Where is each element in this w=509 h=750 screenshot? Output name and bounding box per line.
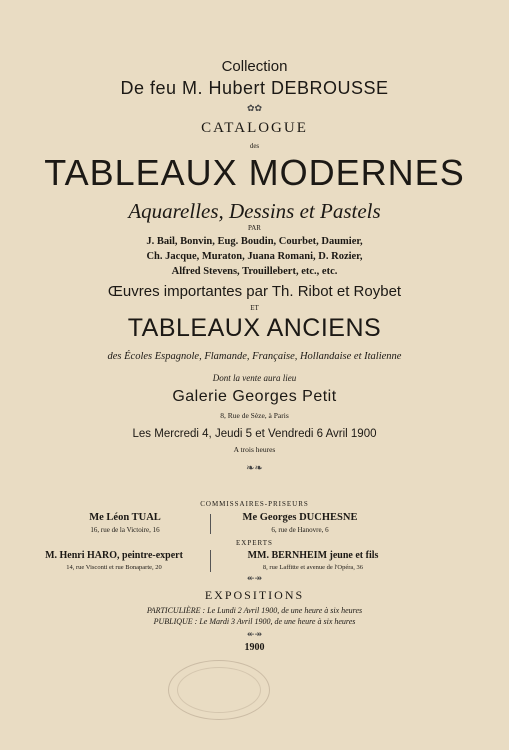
ornament-expositions: ↞↠ [246,573,263,583]
owner-name: De feu M. Hubert DEBROUSSE [120,78,389,98]
commissaires-label: COMMISSAIRES-PRISEURS [200,500,309,508]
official-duchesne-address: 6, rue de Hanovre, 6 [271,526,329,534]
expert-haro-name: M. Henri HARO, peintre-expert [45,550,183,561]
gallery-name: Galerie Georges Petit [172,388,337,405]
official-tual-address: 16, rue de la Victoire, 16 [90,526,160,534]
artists-line-2: Ch. Jacque, Muraton, Juana Romani, D. Rozier, [146,251,363,262]
collection-label: Collection [221,58,288,75]
year: 1900 [244,642,265,653]
exposition-publique: PUBLIQUE : Le Mardi 3 Avril 1900, de une heure à six heures [153,617,356,626]
ornament-top: ✿✿ [246,103,263,113]
official-tual-name: Me Léon TUAL [89,512,161,523]
expert-haro-address: 14, rue Visconti et rue Bonaparte, 20 [66,564,162,571]
oeuvres-line: Œuvres importantes par Th. Ribot et Roybet [107,283,402,300]
divider-line-1 [210,514,211,534]
expert-bernheim-address: 8, rue Laffitte et avenue de l'Opéra, 36 [262,564,364,571]
artists-line-3: Alfred Stevens, Trouillebert, etc., etc. [171,266,338,277]
library-stamp [168,660,270,720]
des-word: des [249,142,260,150]
et-word: ET [250,304,259,312]
second-title: TABLEAUX ANCIENS [127,314,382,342]
main-title: TABLEAUX MODERNES [44,152,465,193]
expositions-title: EXPOSITIONS [204,588,305,602]
sale-time: A trois heures [233,445,276,454]
subtitle: Aquarelles, Dessins et Pastels [128,199,381,223]
catalogue-word: CATALOGUE [201,120,308,136]
par-word: PAR [248,224,261,232]
sale-dates: Les Mercredi 4, Jeudi 5 et Vendredi 6 Avril 1900 [132,428,377,440]
exposition-particuliere: PARTICULIÈRE : Le Lundi 2 Avril 1900, de une heure à six heures [146,606,363,615]
expert-bernheim-name: MM. BERNHEIM jeune et fils [247,550,379,561]
gallery-address: 8, Rue de Sèze, à Paris [220,411,289,420]
ornament-bottom: ↞↠ [246,629,263,639]
ornament-middle: ❧❧ [246,463,263,474]
experts-label: EXPERTS [236,539,273,547]
schools-line: des Écoles Espagnole, Flamande, Française, Hollandaise et Italienne [107,351,402,362]
official-duchesne-name: Me Georges DUCHESNE [242,512,358,523]
artists-line-1: J. Bail, Bonvin, Eug. Boudin, Courbet, Daumier, [146,236,363,247]
sale-intro: Dont la vente aura lieu [212,373,297,383]
divider-line-2 [210,550,211,572]
